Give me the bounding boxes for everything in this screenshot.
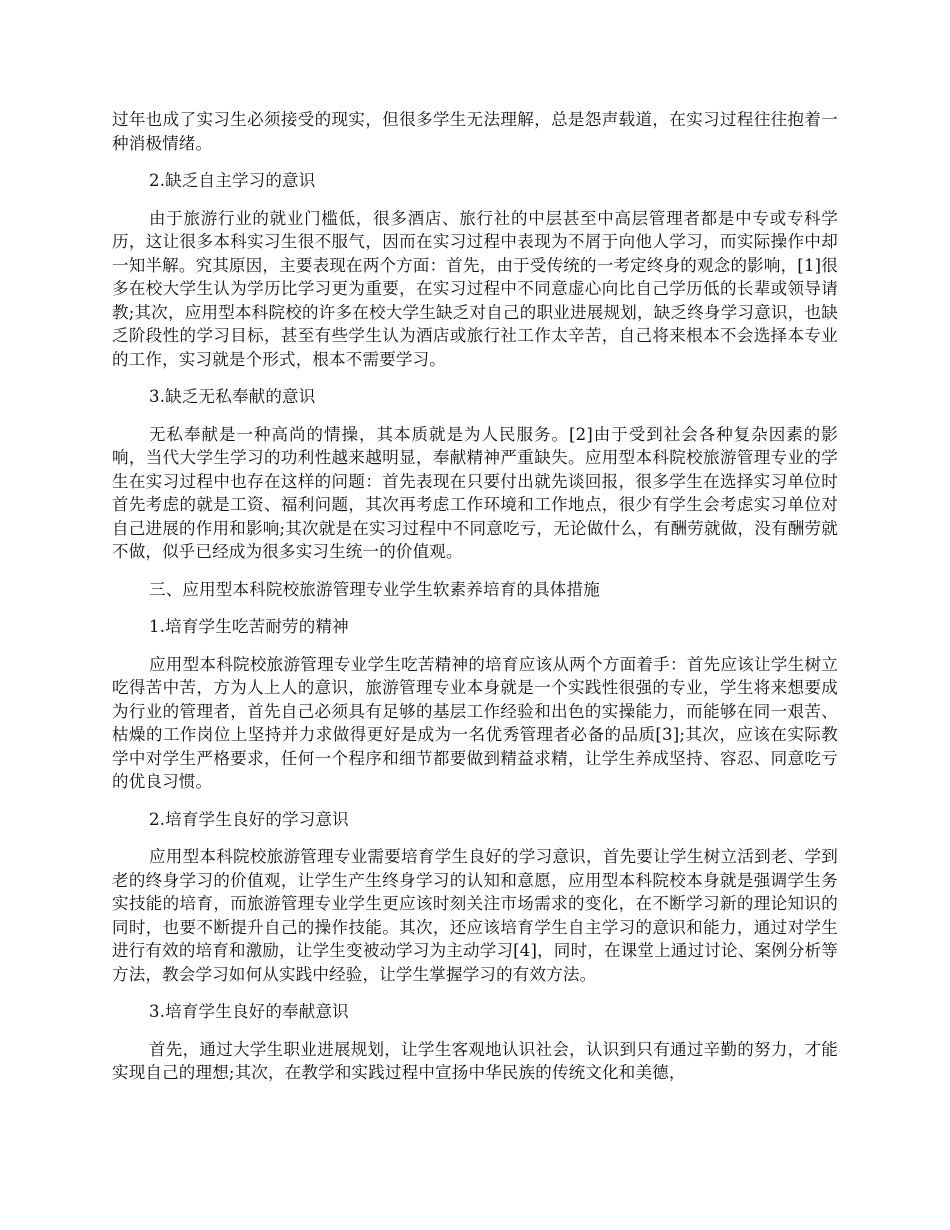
section-heading-dedication-awareness: 3.培育学生良好的奉献意识 bbox=[149, 1002, 349, 1021]
section-heading-hardworking: 1.培育学生吃苦耐劳的精神 bbox=[149, 617, 349, 636]
chapter-heading-measures: 三、应用型本科院校旅游管理专业学生软素养培育的具体措施 bbox=[149, 579, 600, 599]
section-heading-lack-dedication: 3.缺乏无私奉献的意识 bbox=[149, 387, 316, 406]
paragraph-dedication-awareness: 首先，通过大学生职业进展规划，让学生客观地认识社会，认识到只有通过辛勤的努力，才能实现自己的理想;其次，在教学和实践过程中宣扬中华民族的传统文化和美德， bbox=[112, 1039, 838, 1082]
paragraph-self-learning: 由于旅游行业的就业门槛低，很多酒店、旅行社的中层甚至中高层管理者都是中专或专科学历，这让很多本科实习生很不服气，因而在实习过程中表现为不屑于向他人学习，而实际操作中却一知半解。究其原因，主要表现在两个方面：首先，由于受传统的一考定终身的观念的影响，[1]很多在校大学生认为学历比学习更为重要，在实习过程中不同意虚心向比自己学历低的长辈或领导请教;其次，应用型本科院校的许多在校大学生缺乏对自己的职业进展规划，缺乏终身学习意识，也缺乏阶段性的学习目标，甚至有些学生认为酒店或旅行社工作太辛苦，自己将来根本不会选择本专业的工作，实习就是个形式，根本不需要学习。 bbox=[112, 208, 838, 369]
section-heading-lack-self-learning: 2.缺乏自主学习的意识 bbox=[149, 171, 316, 190]
section-heading-learning-awareness: 2.培育学生良好的学习意识 bbox=[149, 809, 349, 829]
paragraph-learning-awareness: 应用型本科院校旅游管理专业需要培育学生良好的学习意识，首先要让学生树立活到老、学到老的终身学习的价值观，让学生产生终身学习的认知和意愿，应用型本科院校本身就是强调学生务实技能的培育，而旅游管理专业学生更应该时刻关注市场需求的变化，在不断学习新的理论知识的同时，也要不断提升自己的操作技能。其次，还应该培育学生自主学习的意识和能力，通过对学生进行有效的培育和激励，让学生变被动学习为主动学习[4]，同时，在课堂上通过讨论、案例分析等方法，教会学习如何从实践中经验，让学生掌握学习的有效方法。 bbox=[112, 847, 838, 984]
paragraph-continuation: 过年也成了实习生必须接受的现实，但很多学生无法理解，总是怨声载道，在实习过程往往抱着一种消极情绪。 bbox=[112, 110, 838, 153]
paragraph-dedication: 无私奉献是一种高尚的情操，其本质就是为人民服务。[2]由于受到社会各种复杂因素的影响，当代大学生学习的功利性越来越明显，奉献精神严重缺失。应用型本科院校旅游管理专业的学生在实习过程中也存在这样的问题：首先表现在只要付出就先谈回报，很多学生在选择实习单位时首先考虑的就是工资、福利问题，其次再考虑工作环境和工作地点，很少有学生会考虑实习单位对自己进展的作用和影响;其次就是在实习过程中不同意吃亏，无论做什么，有酬劳就做，没有酬劳就不做，似乎已经成为很多实习生统一的价值观。 bbox=[112, 424, 838, 561]
paragraph-hardworking: 应用型本科院校旅游管理专业学生吃苦精神的培育应该从两个方面着手：首先应该让学生树立吃得苦中苦，方为人上人的意识，旅游管理专业本身就是一个实践性很强的专业，学生将来想要成为行业的管理者，首先自己必须具有足够的基层工作经验和出色的实操能力，而能够在同一艰苦、枯燥的工作岗位上坚持并力求做得更好是成为一名优秀管理者必备的品质[3];其次，应该在实际教学中对学生严格要求，任何一个程序和细节都要做到精益求精，让学生养成坚持、容忍、同意吃亏的优良习惯。 bbox=[112, 654, 838, 791]
